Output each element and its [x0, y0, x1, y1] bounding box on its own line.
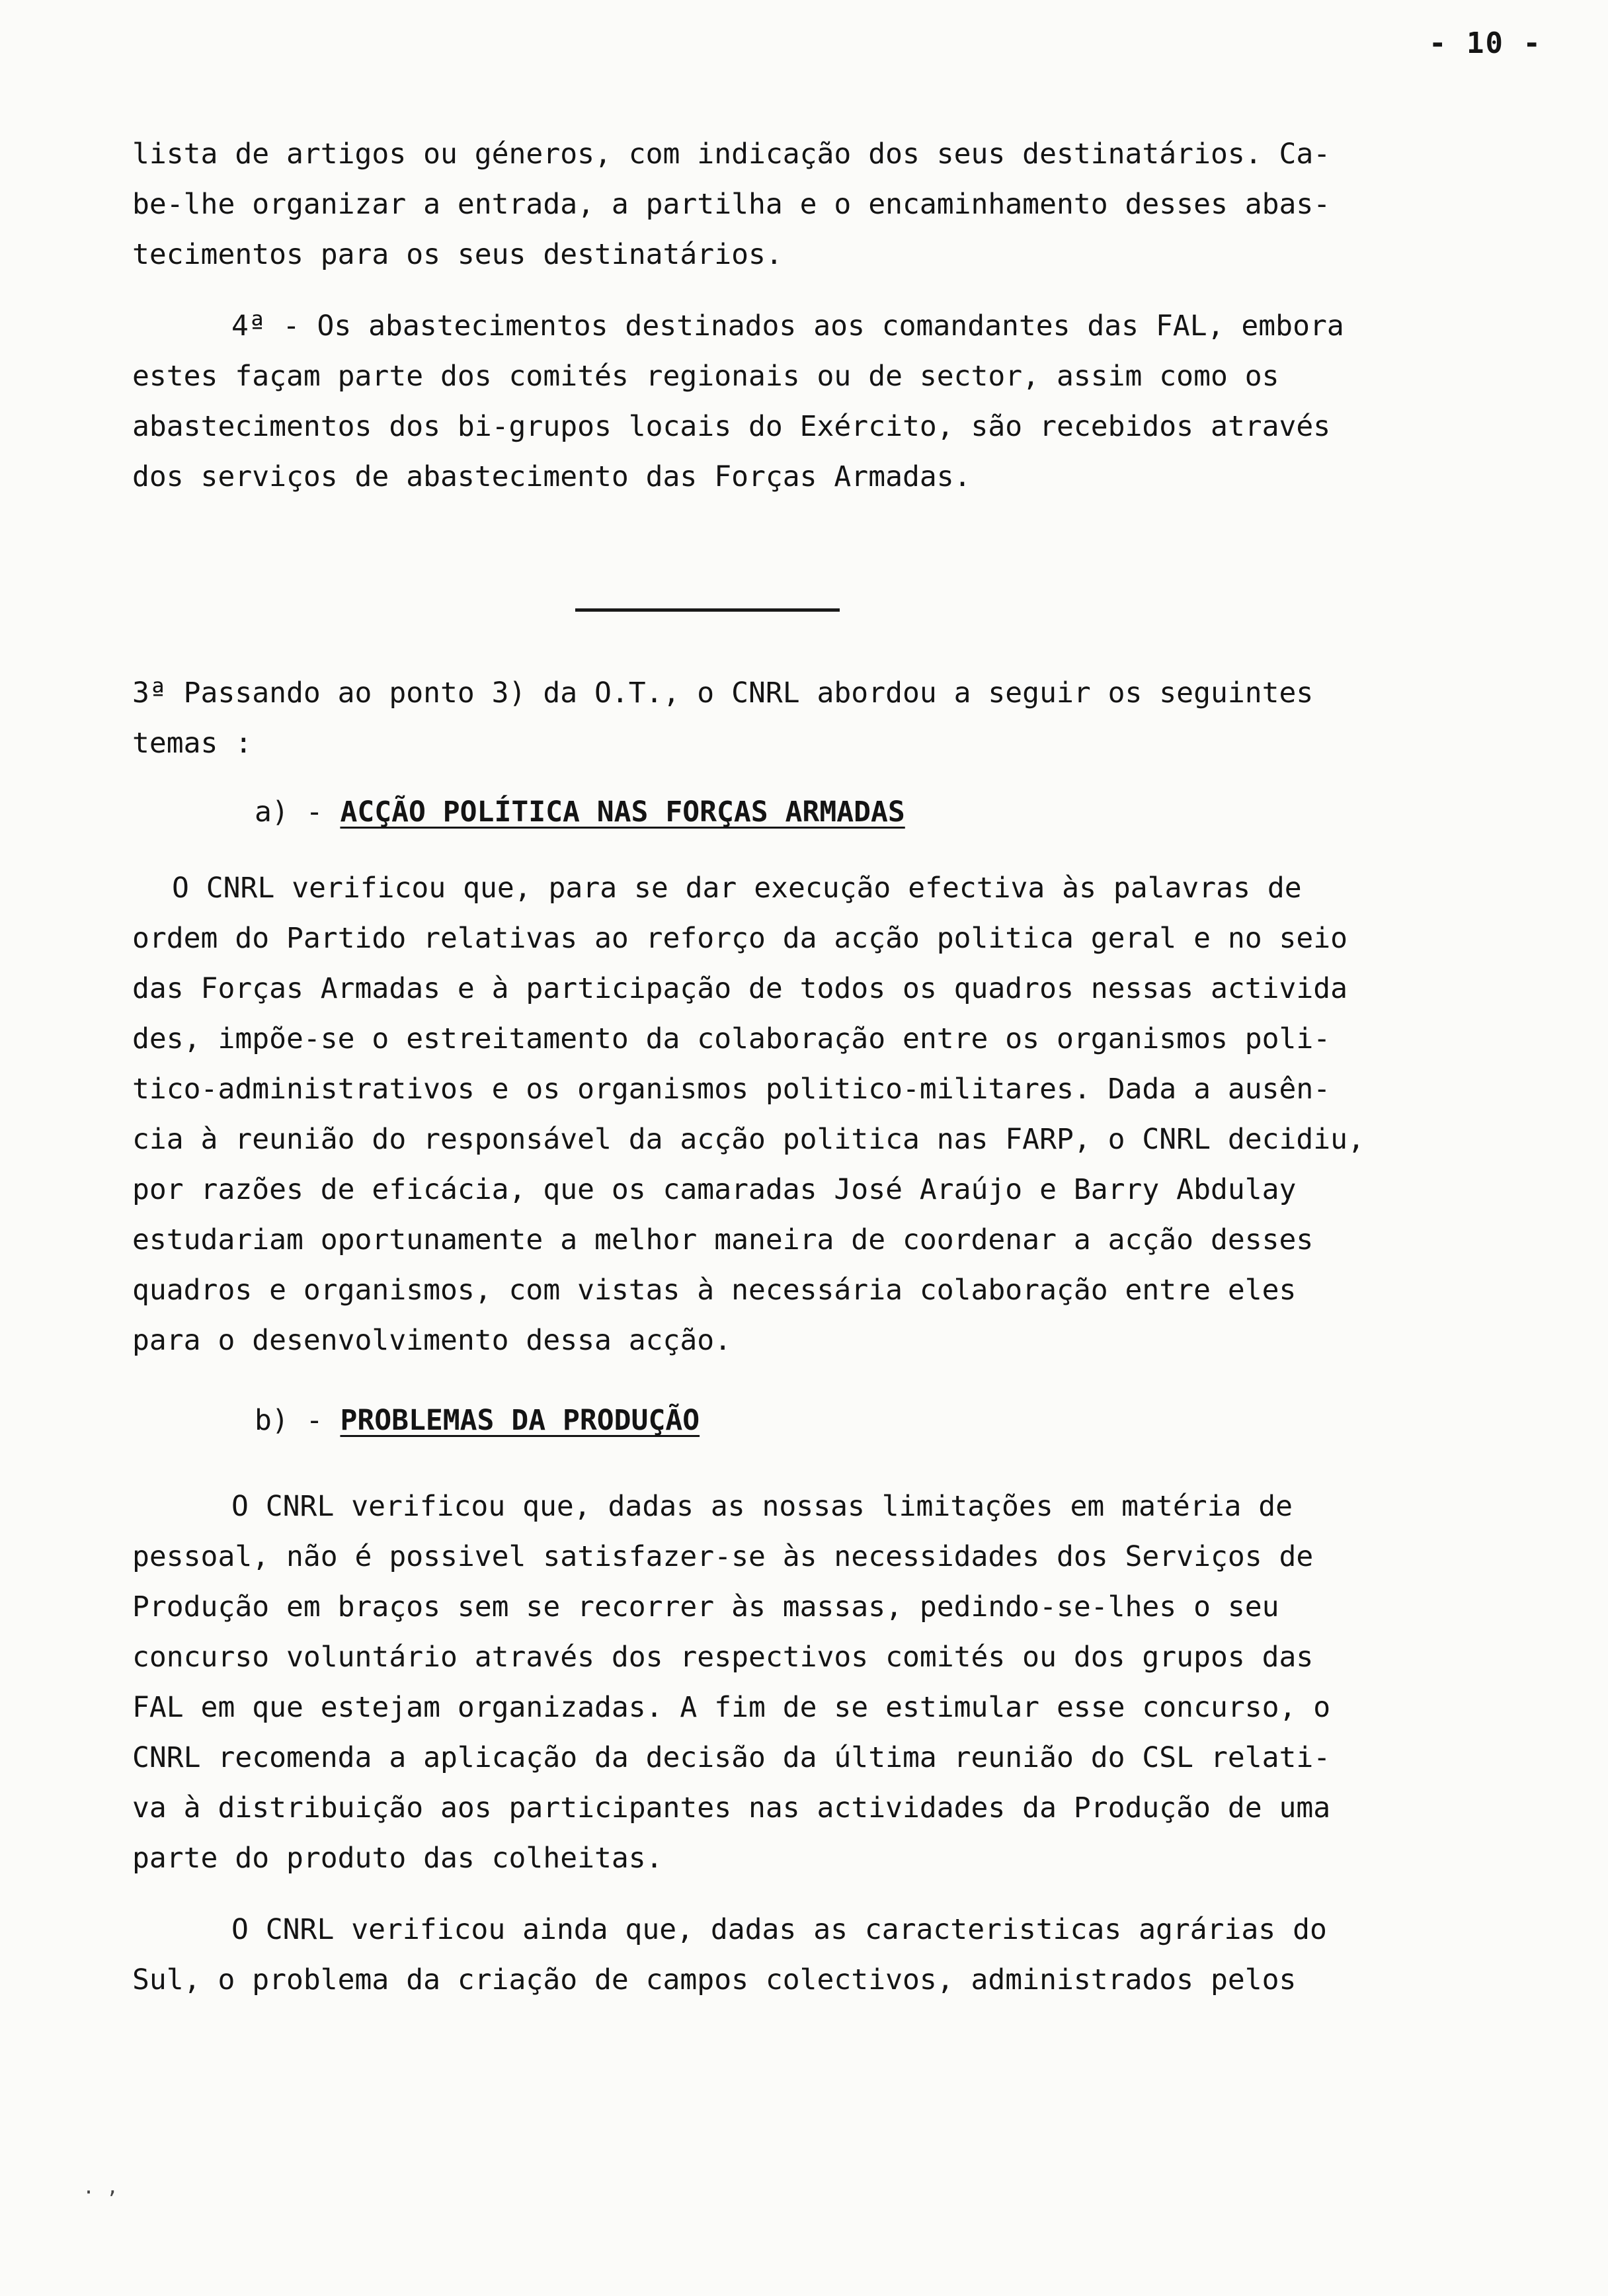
heading-a-prefix: a) -: [255, 796, 341, 829]
heading-b: [255, 1395, 700, 1446]
text-line: abastecimentos dos bi-grupos locais do Exército, são recebidos através: [132, 410, 1331, 443]
text-line: concurso voluntário através dos respectivos comités ou dos grupos das: [132, 1641, 1314, 1674]
text-line: ordem do Partido relativas ao reforço da acção politica geral e no seio: [132, 922, 1348, 955]
text-line: tecimentos para os seus destinatários.: [132, 238, 783, 271]
paragraph-continuation: [132, 129, 1544, 280]
text-line: parte do produto das colheitas.: [132, 1842, 663, 1875]
paragraph-point-4: [132, 301, 1544, 502]
text-line: cia à reunião do responsável da acção politica nas FARP, o CNRL decidiu,: [132, 1123, 1365, 1156]
page-number: - 10 -: [1429, 26, 1542, 60]
text-line: O CNRL verificou ainda que, dadas as caracteristicas agrárias do: [231, 1913, 1327, 1946]
heading-a-title: ACÇÃO POLÍTICA NAS FORÇAS ARMADAS: [340, 796, 905, 829]
heading-b-prefix: b) -: [255, 1404, 341, 1437]
paragraph-political-action: [132, 863, 1544, 1366]
text-line: be-lhe organizar a entrada, a partilha e o encaminhamento desses abas-: [132, 188, 1331, 221]
text-line: va à distribuição aos participantes nas actividades da Produção de uma: [132, 1791, 1331, 1824]
text-line: dos serviços de abastecimento das Forças Armadas.: [132, 460, 971, 493]
text-line: des, impõe-se o estreitamento da colaboração entre os organismos poli-: [132, 1022, 1331, 1055]
text-line: CNRL recomenda a aplicação da decisão da última reunião do CSL relati-: [132, 1741, 1331, 1774]
text-line: estudariam oportunamente a melhor maneira de coordenar a acção desses: [132, 1223, 1314, 1256]
text-line: 4ª - Os abastecimentos destinados aos comandantes das FAL, embora: [231, 309, 1344, 343]
paragraph-item-3: [132, 668, 1544, 768]
text-line: quadros e organismos, com vistas à necessária colaboração entre eles: [132, 1274, 1297, 1307]
text-line: 3ª Passando ao ponto 3) da O.T., o CNRL abordou a seguir os seguintes: [132, 676, 1314, 710]
text-line: estes façam parte dos comités regionais ou de sector, assim como os: [132, 360, 1279, 393]
text-line: Sul, o problema da criação de campos colectivos, administrados pelos: [132, 1963, 1297, 1996]
text-line: O CNRL verificou que, dadas as nossas limitações em matéria de: [231, 1490, 1293, 1523]
section-divider: [575, 608, 840, 612]
text-line: Produção em braços sem se recorrer às massas, pedindo-se-lhes o seu: [132, 1590, 1279, 1623]
text-line: temas :: [132, 727, 253, 760]
text-line: pessoal, não é possivel satisfazer-se às necessidades dos Serviços de: [132, 1540, 1314, 1573]
text-line: por razões de eficácia, que os camaradas José Araújo e Barry Abdulay: [132, 1173, 1297, 1206]
text-line: O CNRL verificou que, para se dar execução efectiva às palavras de: [172, 872, 1302, 905]
paragraph-production: [132, 1481, 1544, 1883]
text-line: FAL em que estejam organizadas. A fim de se estimular esse concurso, o: [132, 1691, 1331, 1724]
text-line: das Forças Armadas e à participação de todos os quadros nessas activida: [132, 972, 1348, 1005]
text-line: para o desenvolvimento dessa acção.: [132, 1324, 732, 1357]
heading-b-title: PROBLEMAS DA PRODUÇÃO: [340, 1404, 700, 1437]
paragraph-agrarian: [132, 1905, 1544, 2005]
margin-mark: . ,: [83, 2176, 119, 2199]
text-line: lista de artigos ou géneros, com indicação dos seus destinatários. Ca-: [132, 138, 1331, 171]
heading-a: [255, 787, 905, 837]
text-line: tico-administrativos e os organismos politico-militares. Dada a ausên-: [132, 1073, 1331, 1106]
